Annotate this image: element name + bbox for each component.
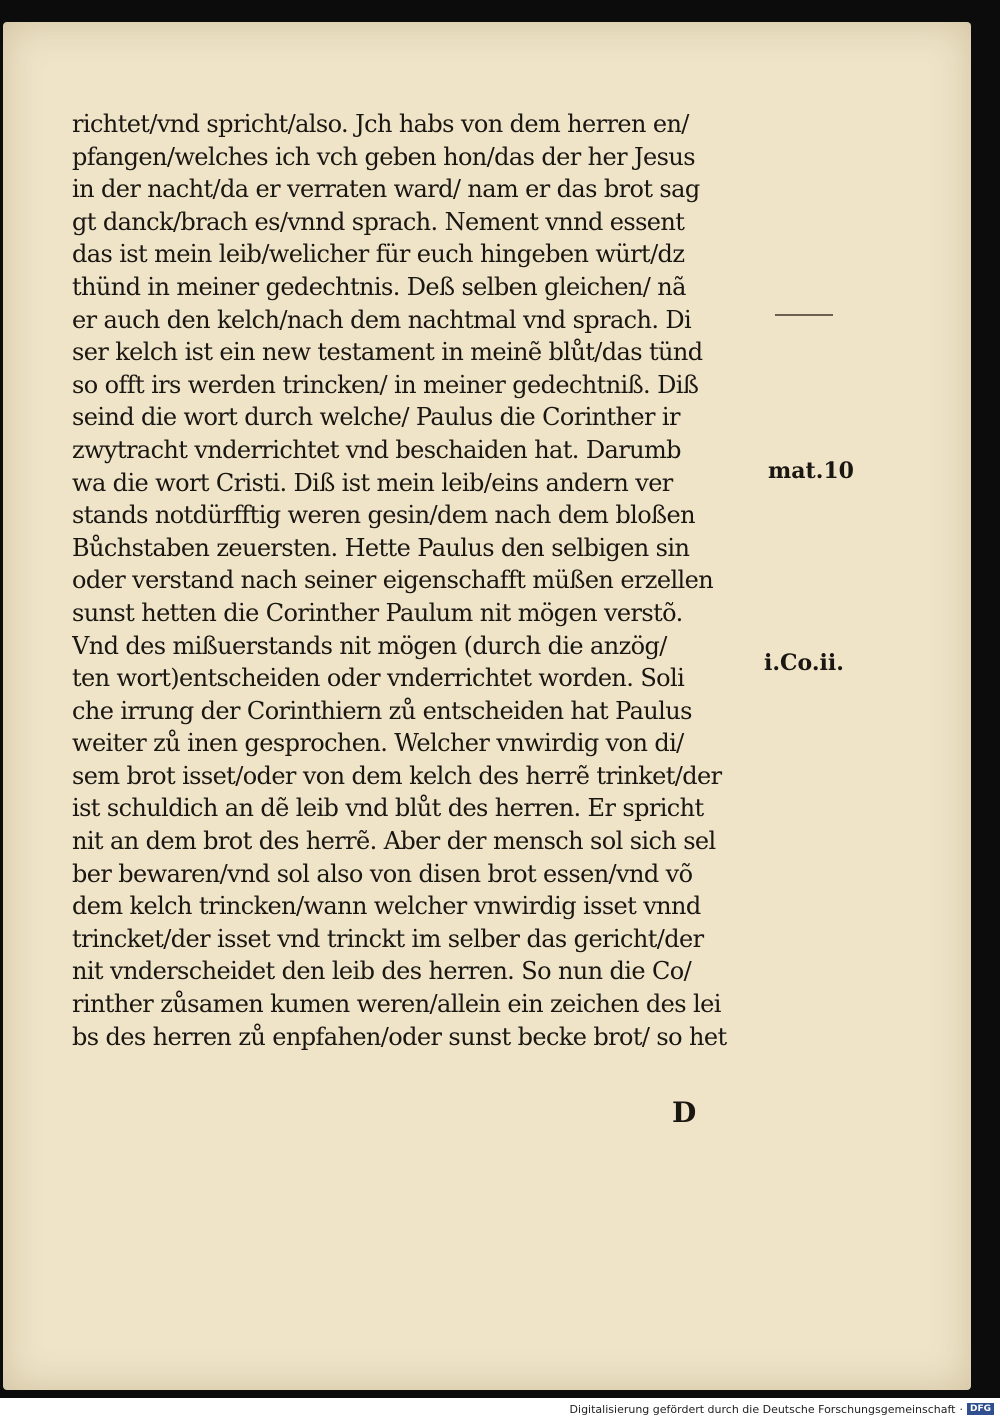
text-line: seind die wort durch welche/ Paulus die Corinther ir — [72, 403, 680, 432]
catchword: D — [672, 1096, 697, 1129]
text-line: dem kelch trincken/wann welcher vnwirdig isset vnnd — [72, 892, 701, 921]
marginal-note: mat.10 — [768, 458, 854, 484]
text-line: nit vnderscheidet den leib des herren. So nun die Co/ — [72, 957, 692, 986]
text-line: oder verstand nach seiner eigenschafft müßen erzellen — [72, 566, 714, 595]
text-line: sunst hetten die Corinther Paulum nit mögen verstõ. — [72, 598, 683, 627]
marginal-note: i.Co.ii. — [764, 650, 844, 676]
text-line: gt danck/brach es/vnnd sprach. Nement vnnd essent — [72, 207, 685, 236]
text-line: stands notdürfftig weren gesin/dem nach dem bloßen — [72, 501, 695, 530]
text-line: Bůchstaben zeuersten. Hette Paulus den selbigen sin — [72, 533, 690, 562]
text-line: ten wort)entscheiden oder vnderrichtet worden. Soli — [72, 664, 685, 693]
text-line: zwytracht vnderrichtet vnd beschaiden hat. Darumb — [72, 435, 681, 464]
text-line: wa die wort Cristi. Diß ist mein leib/eins andern ver — [72, 468, 673, 497]
separator-dot: · — [959, 1402, 963, 1416]
text-line: sem brot isset/oder von dem kelch des herrẽ trinket/der — [72, 761, 722, 790]
page-text-block — [72, 108, 772, 1053]
text-line: ist schuldich an dẽ leib vnd blůt des herren. Er spricht — [72, 794, 704, 823]
footer — [0, 1398, 1000, 1420]
text-line: rinther zůsamen kumen weren/allein ein zeichen des lei — [72, 990, 721, 1019]
margin-mark — [775, 314, 833, 316]
dfg-logo: DFG — [967, 1403, 994, 1415]
text-line: so offt irs werden trincken/ in meiner gedechtniß. Diß — [72, 370, 699, 399]
text-line: thünd in meiner gedechtnis. Deß selben gleichen/ nã — [72, 272, 686, 301]
text-line: ser kelch ist ein new testament in meinẽ blůt/das tünd — [72, 338, 703, 367]
text-line: richtet/vnd spricht/also. Jch habs von dem herren en/ — [72, 110, 689, 138]
text-line: pfangen/welches ich vch geben hon/das der her Jesus — [72, 142, 695, 171]
text-line: bs des herren zů enpfahen/oder sunst becke brot/ so het — [72, 1022, 727, 1051]
text-line: das ist mein leib/welicher für euch hingeben würt/dz — [72, 240, 685, 269]
text-line: in der nacht/da er verraten ward/ nam er das brot sag — [72, 175, 700, 204]
text-line: weiter zů inen gesprochen. Welcher vnwirdig von di/ — [72, 729, 684, 758]
text-line: Vnd des mißuerstands nit mögen (durch die anzög/ — [72, 631, 667, 660]
footer-text: Digitalisierung gefördert durch die Deutsche Forschungsgemeinschaft — [569, 1402, 956, 1416]
text-line: ber bewaren/vnd sol also von disen brot essen/vnd võ — [72, 859, 693, 888]
text-line: nit an dem brot des herrẽ. Aber der mensch sol sich sel — [72, 827, 716, 856]
text-line: er auch den kelch/nach dem nachtmal vnd sprach. Di — [72, 305, 692, 334]
text-line: trincket/der isset vnd trinckt im selber das gericht/der — [72, 924, 704, 953]
text-line: che irrung der Corinthiern zů entscheiden hat Paulus — [72, 696, 692, 725]
